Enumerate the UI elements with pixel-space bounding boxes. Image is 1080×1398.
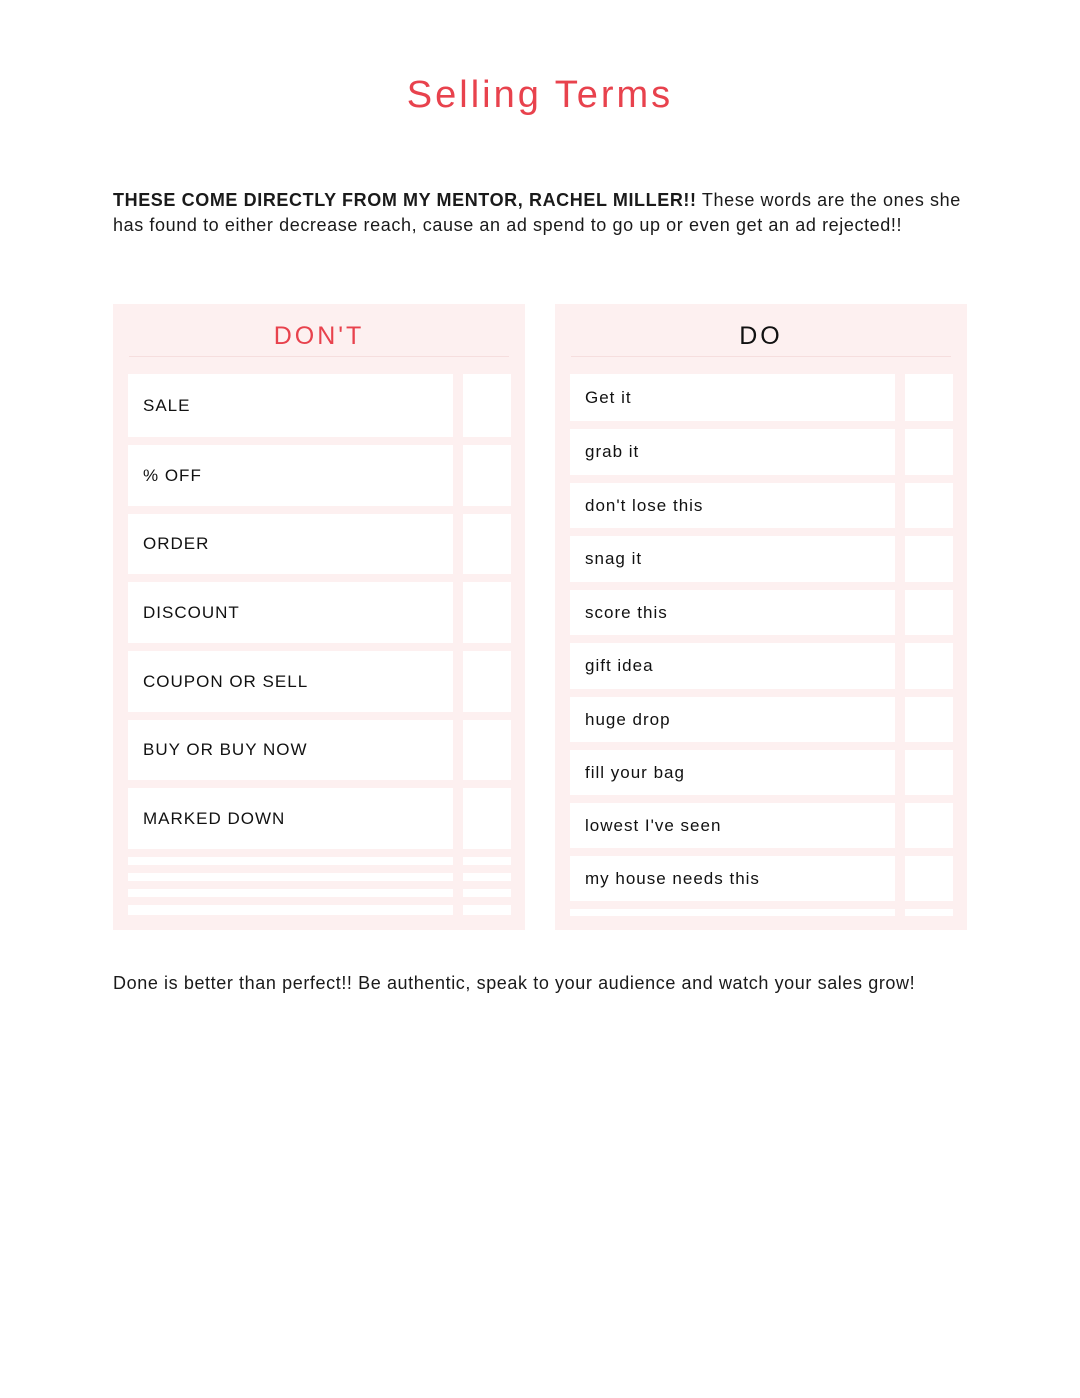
do-row	[570, 374, 953, 421]
dont-row-empty	[128, 873, 511, 881]
do-term: grab it	[570, 429, 895, 475]
dont-row-empty	[128, 857, 511, 865]
do-term: my house needs this	[570, 856, 895, 901]
dont-row	[128, 514, 511, 574]
dont-heading: DON'T	[129, 322, 509, 357]
dont-checkbox[interactable]	[463, 857, 511, 865]
do-checkbox[interactable]	[905, 536, 953, 582]
do-checkbox[interactable]	[905, 590, 953, 635]
do-checkbox[interactable]	[905, 909, 953, 916]
dont-term-empty	[128, 905, 453, 915]
do-term: snag it	[570, 536, 895, 582]
do-row	[570, 856, 953, 901]
do-row-empty	[570, 909, 953, 916]
do-term: don't lose this	[570, 483, 895, 528]
do-checkbox[interactable]	[905, 374, 953, 421]
dont-checkbox[interactable]	[463, 873, 511, 881]
dont-term: BUY OR BUY NOW	[128, 720, 453, 780]
dont-row	[128, 651, 511, 712]
dont-term-empty	[128, 889, 453, 897]
intro-text: These words are the ones she has found to either decrease reach, cause an ad spend to go up or even get an ad rejected!!	[113, 190, 961, 235]
dont-term: % OFF	[128, 445, 453, 506]
dont-row	[128, 374, 511, 437]
dont-row	[128, 582, 511, 643]
dont-term: MARKED DOWN	[128, 788, 453, 849]
do-row	[570, 483, 953, 528]
do-term: Get it	[570, 374, 895, 421]
intro-bold-text: THESE COME DIRECTLY FROM MY MENTOR, RACHEL MILLER!!	[113, 190, 697, 210]
do-checkbox[interactable]	[905, 483, 953, 528]
do-checkbox[interactable]	[905, 856, 953, 901]
do-row	[570, 643, 953, 689]
dont-term: COUPON OR SELL	[128, 651, 453, 712]
dont-term: SALE	[128, 374, 453, 437]
do-term: huge drop	[570, 697, 895, 742]
do-checkbox[interactable]	[905, 750, 953, 795]
dont-checkbox[interactable]	[463, 514, 511, 574]
do-checkbox[interactable]	[905, 643, 953, 689]
do-term-empty	[570, 909, 895, 916]
do-row	[570, 750, 953, 795]
do-term: score this	[570, 590, 895, 635]
dont-panel	[113, 304, 525, 930]
do-row	[570, 803, 953, 848]
do-checkbox[interactable]	[905, 697, 953, 742]
dont-checkbox[interactable]	[463, 889, 511, 897]
dont-row	[128, 445, 511, 506]
dont-checkbox[interactable]	[463, 905, 511, 915]
dont-term: DISCOUNT	[128, 582, 453, 643]
dont-term-empty	[128, 873, 453, 881]
do-term: fill your bag	[570, 750, 895, 795]
do-term: lowest I've seen	[570, 803, 895, 848]
dont-checkbox[interactable]	[463, 582, 511, 643]
dont-checkbox[interactable]	[463, 720, 511, 780]
closing-paragraph: Done is better than perfect!! Be authentic, speak to your audience and watch your sales grow!	[113, 973, 916, 993]
do-checkbox[interactable]	[905, 803, 953, 848]
dont-term: ORDER	[128, 514, 453, 574]
dont-row-empty	[128, 905, 511, 915]
do-row	[570, 590, 953, 635]
do-row	[570, 429, 953, 475]
dont-row	[128, 720, 511, 780]
do-term: gift idea	[570, 643, 895, 689]
intro-paragraph	[113, 188, 969, 238]
dont-checkbox[interactable]	[463, 374, 511, 437]
dont-row-empty	[128, 889, 511, 897]
dont-checkbox[interactable]	[463, 445, 511, 506]
do-row	[570, 697, 953, 742]
do-heading: DO	[571, 322, 951, 357]
dont-checkbox[interactable]	[463, 788, 511, 849]
do-row	[570, 536, 953, 582]
page-title: Selling Terms	[406, 74, 674, 116]
dont-checkbox[interactable]	[463, 651, 511, 712]
dont-term-empty	[128, 857, 453, 865]
do-panel	[555, 304, 967, 930]
dont-row	[128, 788, 511, 849]
do-checkbox[interactable]	[905, 429, 953, 475]
